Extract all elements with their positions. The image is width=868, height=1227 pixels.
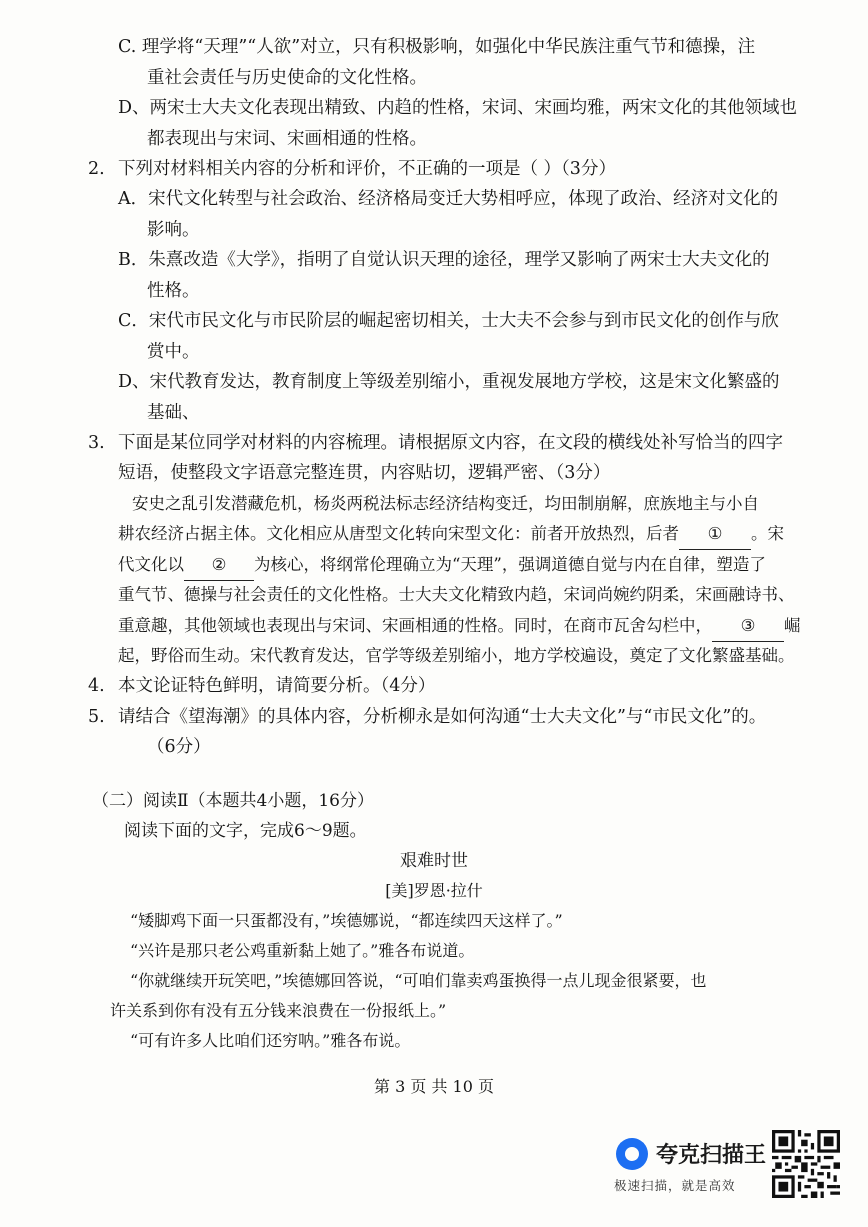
q2-option-d-line2: 基础、 bbox=[147, 403, 200, 423]
q3-passage-line3 bbox=[118, 550, 766, 581]
q2-option-a-line2: 影响。 bbox=[147, 220, 200, 240]
story-line-3-cont: 许关系到你有没有五分钱来浪费在一份报纸上。” bbox=[110, 1001, 447, 1020]
q3-passage-text: 耕农经济占据主体。文化相应从唐型文化转向宋型文化：前者开放热烈，后者 bbox=[118, 524, 679, 543]
q2-option-b-line2: 性格。 bbox=[147, 281, 200, 301]
quark-logo-icon bbox=[616, 1138, 648, 1170]
q5-number: 5. bbox=[88, 707, 105, 727]
story-line-1: “矮脚鸡下面一只蛋都没有，”埃德娜说，“都连续四天这样了。” bbox=[130, 911, 563, 930]
q3-passage-line2 bbox=[118, 519, 784, 550]
q5-text-line2: （6分） bbox=[147, 737, 211, 757]
q2-option-c-line1: C．宋代市民文化与市民阶层的崛起密切相关，士大夫不会参与到市民文化的创作与欣 bbox=[118, 311, 779, 331]
story-author: [美]罗恩·拉什 bbox=[385, 881, 483, 900]
q3-passage-line1: 安史之乱引发潜藏危机，杨炎两税法标志经济结构变迁，均田制崩解，庶族地主与小自 bbox=[132, 494, 759, 513]
q2-option-d-line1: D、宋代教育发达，教育制度上等级差别缩小，重视发展地方学校，这是宋文化繁盛的 bbox=[118, 372, 780, 392]
page-number: 第 3 页 共 10 页 bbox=[374, 1077, 494, 1096]
fill-blank-2[interactable]: ② bbox=[184, 550, 254, 581]
story-line-2: “兴许是那只老公鸡重新黏上她了。”雅各布说道。 bbox=[130, 941, 475, 960]
q3-passage-line6: 起，野俗而生动。宋代教育发达，官学等级差别缩小，地方学校遍设，奠定了文化繁盛基础。 bbox=[118, 646, 795, 665]
section-instruction: 阅读下面的文字，完成6～9题。 bbox=[124, 821, 367, 841]
q3-passage-line4: 重气节、德操与社会责任的文化性格。士大夫文化精致内趋，宋词尚婉约阴柔，宋画融诗书、 bbox=[118, 585, 795, 604]
q2-option-b-line1: B．朱熹改造《大学》，指明了自觉认识天理的途径，理学又影响了两宋士大夫文化的 bbox=[118, 250, 770, 270]
fill-blank-1[interactable]: ① bbox=[679, 519, 751, 550]
q3-passage-text: 崛 bbox=[784, 616, 801, 635]
brand-name: 夸克扫描王 bbox=[656, 1143, 767, 1168]
q3-passage-text: 为核心，将纲常伦理确立为“天理”，强调道德自觉与内在自律，塑造了 bbox=[254, 555, 766, 574]
q2-stem: 下列对材料相关内容的分析和评价，不正确的一项是（ ）（3分） bbox=[118, 159, 616, 179]
q2-option-c-line2: 赏中。 bbox=[147, 342, 200, 362]
story-line-3: “你就继续开玩笑吧，”埃德娜回答说，“可咱们靠卖鸡蛋换得一点儿现金很紧要，也 bbox=[130, 971, 707, 990]
story-line-4: “可有许多人比咱们还穷呐。”雅各布说。 bbox=[130, 1031, 411, 1050]
q3-passage-text: 代文化以 bbox=[118, 555, 184, 574]
q3-passage-text: 重意趣，其他领域也表现出与宋词、宋画相通的性格。同时，在商市瓦舍勾栏中， bbox=[118, 616, 712, 635]
q4-number: 4. bbox=[88, 676, 105, 696]
q3-stem-line1: 下面是某位同学对材料的内容梳理。请根据原文内容，在文段的横线处补写恰当的四字 bbox=[118, 433, 783, 453]
q1-option-d-line1: D、两宋士大夫文化表现出精致、内趋的性格，宋词、宋画均雅，两宋文化的其他领域也 bbox=[118, 98, 798, 118]
q2-number: 2. bbox=[88, 159, 105, 179]
q1-option-c-line2: 重社会责任与历史使命的文化性格。 bbox=[147, 68, 427, 88]
q3-passage-line5 bbox=[118, 611, 801, 642]
q5-text-line1: 请结合《望海潮》的具体内容，分析柳永是如何沟通“士大夫文化”与“市民文化”的。 bbox=[118, 707, 767, 727]
fill-blank-3[interactable]: ③ bbox=[712, 611, 784, 642]
brand-slogan: 极速扫描，就是高效 bbox=[614, 1178, 736, 1193]
q3-stem-line2: 短语，使整段文字语意完整连贯，内容贴切，逻辑严密、（3分） bbox=[118, 463, 611, 483]
section-heading: （二）阅读Ⅱ（本题共4小题，16分） bbox=[92, 791, 375, 811]
q3-number: 3. bbox=[88, 433, 105, 453]
q3-passage-text: 。宋 bbox=[751, 524, 784, 543]
q1-option-d-line2: 都表现出与宋词、宋画相通的性格。 bbox=[147, 129, 427, 149]
scanner-watermark bbox=[612, 1132, 772, 1202]
qr-code-icon bbox=[772, 1130, 840, 1198]
q4-text: 本文论证特色鲜明，请简要分析。（4分） bbox=[118, 676, 436, 696]
q1-option-c-line1: C. 理学将“天理”“人欲”对立，只有积极影响，如强化中华民族注重气节和德操，注 bbox=[118, 37, 756, 57]
q2-option-a-line1: A．宋代文化转型与社会政治、经济格局变迁大势相呼应，体现了政治、经济对文化的 bbox=[118, 189, 779, 209]
story-title: 艰难时世 bbox=[400, 851, 468, 871]
